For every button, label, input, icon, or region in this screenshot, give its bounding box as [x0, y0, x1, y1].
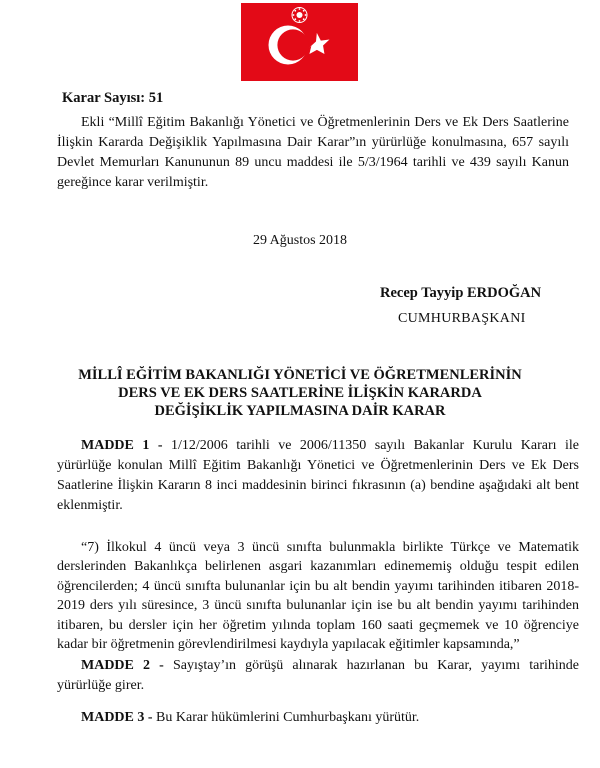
decree-title-line: DERS VE EK DERS SAATLERİNE İLİŞKİN KARARDA	[118, 385, 482, 401]
signer-name: Recep Tayyip ERDOĞAN	[380, 285, 542, 301]
presidential-seal-icon	[292, 8, 307, 23]
article-2-heading: MADDE 2 -	[81, 658, 164, 673]
turkish-flag-emblem	[241, 3, 358, 81]
signer-title: CUMHURBAŞKANI	[398, 311, 526, 326]
decree-title-line: MİLLÎ EĞİTİM BAKANLIĞI YÖNETİCİ VE ÖĞRETMENLERİNİN	[78, 367, 522, 383]
article-1-text: 1/12/2006 tarihli ve 2006/11350 sayılı Bakanlar Kurulu Kararı ile yürürlüğe konulan Millî Eğitim Bakanlığı Yönetici ve Öğretmenlerinin Ders ve Ek Ders Saatlerine İlişkin Kararın 8 inci maddesinin birinci fıkrasının (a) bendine aşağıdaki alt bent eklenmiştir.	[57, 438, 579, 513]
article-1	[57, 436, 579, 516]
decree-number: Karar Sayısı: 51	[62, 90, 164, 106]
article-2	[57, 656, 579, 696]
article-3-heading: MADDE 3 -	[81, 710, 153, 725]
decree-date: 29 Ağustos 2018	[252, 233, 348, 248]
article-1-heading: MADDE 1 -	[81, 438, 163, 453]
article-2-text: Sayıştay’ın görüşü alınarak hazırlanan bu Karar, yayımı tarihinde yürürlüğe girer.	[57, 658, 579, 693]
decree-title	[0, 366, 600, 420]
intro-paragraph: Ekli “Millî Eğitim Bakanlığı Yönetici ve Öğretmenlerinin Ders ve Ek Ders Saatlerine İlişkin Kararda Değişiklik Yapılmasına Dair Karar”ın yürürlüğe konulmasına, 657 sayılı Devlet Memurları Kanununun 89 uncu maddesi ile 5/3/1964 tarihli ve 439 sayılı Kanun gereğince karar verilmiştir.	[57, 115, 569, 190]
quoted-subclause: “7) İlkokul 4 üncü veya 3 üncü sınıfta bulunmakla birlikte Türkçe ve Matematik derslerinden Bakanlıkça belirlenen asgari kazanımları edinememiş olduğu tespit edilen öğrencilerden; 4 üncü sınıfta bulunanlar için bu alt bendin yayımı tarihinden itibaren 2018-2019 ders yılı süresince, 3 üncü sınıfta bulunanlar için ise bu alt bendin yayımı tarihinden itibaren, bu dersler için her öğretim yılında toplam 160 saati geçmemek ve 10 öğrenciye kadar bir öğretmenin görevlendirilmesi kaydıyla yapılacak eğitimler kapsamında,”	[57, 540, 579, 653]
decree-title-line: DEĞİŞİKLİK YAPILMASINA DAİR KARAR	[154, 403, 446, 419]
article-3-text: Bu Karar hükümlerini Cumhurbaşkanı yürütür.	[152, 710, 420, 725]
article-3	[81, 708, 581, 728]
flag-icon	[241, 3, 358, 81]
